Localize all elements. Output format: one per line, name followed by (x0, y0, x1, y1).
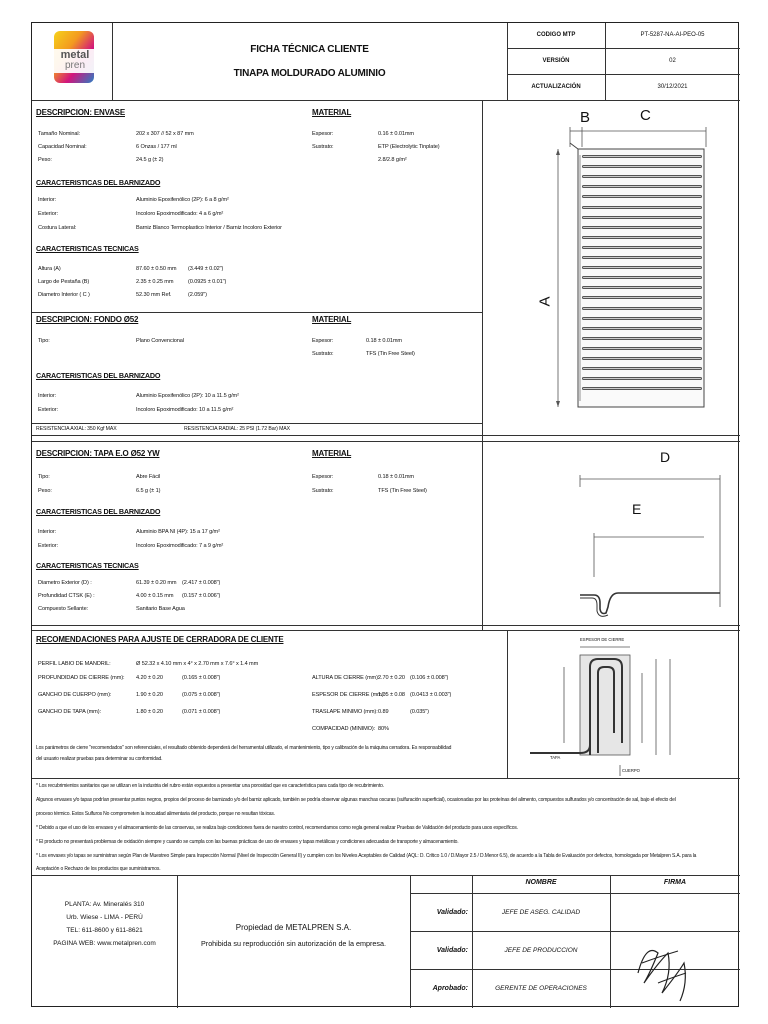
version-label: VERSIÓN (542, 58, 570, 64)
sign-row-label: Validado: (436, 909, 468, 916)
tapa-title: DESCRIPCION: TAPA E.O Ø52 YW (36, 449, 160, 458)
row-label: Espesor: (312, 338, 334, 344)
sign-row-label: Aprobado: (432, 985, 468, 992)
can-rib (582, 216, 702, 219)
envase-material-title: MATERIAL (312, 108, 352, 117)
row-value-inches: (3.449 ± 0.02") (188, 266, 224, 272)
can-rib (582, 155, 702, 158)
can-rib (582, 246, 702, 249)
note-line: * Los recubrimientos sanitarios que se utilizan en la industria del rubro están expuestos a presentar una porosidad que es característica para cada tipo de recubrimiento. (36, 783, 385, 789)
divider (32, 630, 740, 631)
row-label: GANCHO DE TAPA (mm): (38, 709, 101, 715)
row-value-inches: (0.071 ± 0.008") (182, 709, 221, 715)
row-label: Espesor: (312, 474, 334, 480)
divider (112, 23, 113, 100)
row-value: Incoloro Epoximodificado: 7 a 9 g/m² (136, 543, 224, 549)
row-value-inches: (0.0925 ± 0.01") (188, 279, 227, 285)
row-value: Aluminio Epoxifenólico (2P): 6 a 8 g/m² (136, 197, 229, 203)
row-value: TFS (Tin Free Steel) (378, 488, 427, 494)
row-value-inches: (2.059") (188, 292, 207, 298)
version-value: 02 (669, 58, 676, 64)
tapa-tecnicas-title: CARACTERISTICAS TECNICAS (36, 561, 139, 570)
logo-text-bottom: pren (64, 60, 85, 71)
diagram-tapa-label: TAPA (550, 755, 561, 760)
label-d: D (660, 449, 671, 465)
row-value: 0.18 ± 0.01mm (366, 338, 402, 344)
divider (410, 893, 740, 894)
row-label: Compuesto Sellante: (38, 606, 89, 612)
row-label: PROFUNDIDAD DE CIERRE (mm): (38, 675, 125, 681)
row-value: 61.39 ± 0.20 mm (136, 580, 177, 586)
actualizacion-value: 30/12/2021 (657, 84, 688, 90)
row-label: Sustrato: (312, 351, 334, 357)
divider (32, 778, 740, 779)
row-value-inches: (0.075 ± 0.008") (182, 692, 221, 698)
divider (32, 435, 740, 436)
document-title: FICHA TÉCNICA CLIENTE (250, 44, 369, 55)
row-value: TFS (Tin Free Steel) (366, 351, 415, 357)
label-a: A (536, 296, 554, 307)
row-label: Exterior: (38, 543, 58, 549)
divider (32, 625, 740, 626)
can-rib (582, 347, 702, 350)
row-value: Incoloro Epoximodificado: 4 a 6 g/m² (136, 211, 224, 217)
row-value-inches: (2.417 ± 0.008") (182, 580, 221, 586)
metalpren-logo (50, 31, 98, 87)
can-rib (582, 357, 702, 360)
divider (482, 100, 483, 630)
row-label: ESPESOR DE CIERRE (mm): (312, 692, 385, 698)
row-value-inches: (0.106 ± 0.008") (410, 675, 449, 681)
can-rib (582, 327, 702, 330)
row-value: ETP (Electrolytic Tinplate) (378, 144, 440, 150)
row-value: 0.18 ± 0.01mm (378, 474, 414, 480)
row-value: 6.5 g (± 1) (136, 488, 161, 494)
can-rib (582, 165, 702, 168)
address-line: Urb. Wiese - LIMA - PERÚ (66, 914, 143, 921)
row-value: Sanitario Base Agua (136, 606, 185, 612)
divider (32, 441, 740, 442)
note-line: * Debido a que el uso de los envases y el almacenamiento de las conservas, se realiza bajo condiciones fuera de nuestro control, recomendamos como regla general realizar Pruebas de Validación del producto para usos específicos. (36, 825, 518, 831)
can-rib (582, 276, 702, 279)
row-label: Interior: (38, 393, 57, 399)
row-value: 2.35 ± 0.25 mm (136, 279, 174, 285)
row-label: Diametro Exterior (D) : (38, 580, 92, 586)
row-value: 202 x 307 // 52 x 87 mm (136, 131, 194, 137)
row-value: 1.80 ± 0.20 (136, 709, 163, 715)
can-rib (582, 296, 702, 299)
row-value: 52.30 mm Ref. (136, 292, 172, 298)
handwritten-signature (628, 923, 698, 1005)
row-label: Diametro Interior ( C ) (38, 292, 90, 298)
row-label: TRASLAPE MINIMO (mm): (312, 709, 378, 715)
fondo-material-title: MATERIAL (312, 315, 352, 324)
row-label: Altura (A) (38, 266, 61, 272)
fondo-barnizado-title: CARACTERISTICAS DEL BARNIZADO (36, 371, 161, 380)
codigo-value: PT-5287-NA-AI-PEO-05 (640, 32, 705, 38)
codigo-label: CODIGO MTP (536, 32, 576, 38)
divider (507, 74, 740, 75)
row-value-inches: (0.0413 ± 0.003") (410, 692, 452, 698)
divider (410, 875, 411, 1008)
row-value-inches: (0.157 ± 0.006") (182, 593, 221, 599)
can-rib-pattern (582, 155, 702, 399)
row-value: Incoloro Epoximodificado: 10 a 11.5 g/m² (136, 407, 234, 413)
divider (32, 875, 740, 876)
row-value: 0.89 (378, 709, 389, 715)
row-label: Tamaño Nominal: (38, 131, 81, 137)
row-value: 1.05 ± 0.08 (378, 692, 405, 698)
can-rib (582, 206, 702, 209)
can-rib (582, 377, 702, 380)
row-value: Abre Fácil (136, 474, 161, 480)
row-value: 4.20 ± 0.20 (136, 675, 163, 681)
prohibida-text: Prohibida su reproducción sin autorización de la empresa. (201, 939, 386, 948)
row-label: Tipo: (38, 338, 50, 344)
tapa-material-title: MATERIAL (312, 449, 352, 458)
seam-cross-section-diagram (510, 633, 738, 776)
row-label: Interior: (38, 197, 57, 203)
row-value-inches: (0.165 ± 0.008") (182, 675, 221, 681)
row-label: GANCHO DE CUERPO (mm): (38, 692, 112, 698)
note-line: * El producto no presentará problemas de oxidación siempre y cuando se cumpla con las buenas prácticas de uso de envases y tapas metálicas y condiciones adecuadas de transporte y almacenamiento. (36, 839, 459, 845)
divider (507, 48, 740, 49)
propiedad-text: Propiedad de METALPREN S.A. (235, 923, 352, 932)
row-value: Aluminio BPA NI (4P): 15 a 17 g/m² (136, 529, 220, 535)
sign-row-name: GERENTE DE OPERACIONES (495, 985, 587, 992)
sign-row-label: Validado: (436, 947, 468, 954)
can-rib (582, 317, 702, 320)
row-label: Interior: (38, 529, 57, 535)
label-b: B (580, 109, 591, 126)
address-line: PAGINA WEB: www.metalpren.com (53, 940, 156, 947)
divider (32, 312, 482, 313)
row-value: 87.60 ± 0.50 mm (136, 266, 177, 272)
divider (507, 630, 508, 778)
document-subtitle: TINAPA MOLDURADO ALUMINIO (233, 68, 386, 79)
label-e: E (632, 501, 642, 517)
divider (32, 423, 482, 424)
row-label: Espesor: (312, 131, 334, 137)
col-nombre: NOMBRE (525, 879, 557, 886)
col-firma: FIRMA (663, 879, 687, 886)
row-label: Largo de Pestaña (B) (38, 279, 90, 285)
lid-profile-drawing (488, 447, 736, 623)
address-line: TEL: 611-8600 y 611-8621 (66, 927, 143, 934)
can-rib (582, 236, 702, 239)
row-value: 1.90 ± 0.20 (136, 692, 163, 698)
envase-tecnicas-title: CARACTERISTICAS TECNICAS (36, 244, 139, 253)
sign-row-name: JEFE DE ASEG. CALIDAD (501, 909, 581, 916)
cerradora-note: del usuario realizar pruebas para determinar su conformidad. (36, 756, 163, 762)
diagram-cuerpo-label: CUERPO (622, 768, 640, 773)
diagram-caption: ESPESOR DE CIERRE (580, 637, 625, 642)
row-label: ALTURA DE CIERRE (mm): (312, 675, 380, 681)
row-label: Sustrato: (312, 488, 334, 494)
note-line: * Los envases y/o tapas se suministran según Plan de Muestreo Simple para Inspección Normal (Nivel de Inspección General II) y cumplen con los Niveles Aceptables de Calidad (AQL: D. Crítico 1.0 / D.Mayor 2.5 / D.Menor 6.5), de acuerdo a la Tabla de Evaluación por defectos, homologada por Metalpren S.A. para la (36, 853, 697, 859)
note-line: Algunos envases y/o tapas podrían presentar puntos negros, propios del proceso de barnizado y/o del barniz aplicado, también se podría observar algunas manchas oscuras (sulfuración superficial), ocasionadas por las proteínas del alimento, compuestos sulfurados y/o concentración de sal, bajo el efecto del (36, 797, 676, 803)
sign-row-name: JEFE DE PRODUCCION (504, 947, 578, 954)
row-value: 0.16 ± 0.01mm (378, 131, 414, 137)
row-value: Barniz Blanco Termoplastico Interior / Barniz Incoloro Exterior (136, 225, 282, 231)
row-value-inches: (0.035") (410, 709, 429, 715)
can-rib (582, 195, 702, 198)
can-rib (582, 256, 702, 259)
perfil-label: PERFIL LABIO DE MANDRIL: (38, 661, 111, 667)
cerradora-title: RECOMENDACIONES PARA AJUSTE DE CERRADORA DE CLIENTE (36, 635, 284, 644)
logo-text-top: metal (60, 49, 90, 61)
can-rib (582, 266, 702, 269)
address-line: PLANTA: Av. Mineralés 310 (64, 901, 145, 908)
row-value: 4.00 ± 0.15 mm (136, 593, 174, 599)
can-rib (582, 185, 702, 188)
can-rib (582, 367, 702, 370)
can-rib (582, 387, 702, 390)
can-rib (582, 337, 702, 340)
envase-title: DESCRIPCION: ENVASE (36, 108, 125, 117)
can-body-drawing (488, 107, 736, 429)
row-label: COMPACIDAD (MINIMO): (312, 726, 376, 732)
can-rib (582, 286, 702, 289)
row-label: Peso: (38, 157, 52, 163)
divider (472, 875, 473, 1008)
row-value: 2.70 ± 0.20 (378, 675, 405, 681)
actualizacion-label: ACTUALIZACIÓN (531, 84, 581, 90)
fondo-title: DESCRIPCION: FONDO Ø52 (36, 315, 139, 324)
divider (32, 100, 740, 101)
note-line: Aceptación o Rechazo de los productos que suministramos. (36, 866, 161, 872)
divider (610, 875, 611, 1008)
row-label: Tipo: (38, 474, 50, 480)
can-rib (582, 175, 702, 178)
label-c: C (640, 107, 651, 124)
row-label: Sustrato: (312, 144, 334, 150)
row-value: 2.8/2.8 g/m² (378, 157, 407, 163)
row-value: 6 Onzas / 177 ml (136, 144, 177, 150)
resistencia-axial: RESISTENCIA AXIAL: 350 Kgf MAX (36, 426, 117, 432)
cerradora-note: Los parámetros de cierre "recomendados" son referenciales, el resultado obtenido dependerá del herramental utilizado, el mantenimiento, tipo y calibración de la máquina cerradora. Es responsabilidad (36, 745, 452, 751)
row-value: Plano Convencional (136, 338, 184, 344)
envase-barnizado-title: CARACTERISTICAS DEL BARNIZADO (36, 178, 161, 187)
row-label: Exterior: (38, 407, 58, 413)
row-label: Exterior: (38, 211, 58, 217)
tapa-barnizado-title: CARACTERISTICAS DEL BARNIZADO (36, 507, 161, 516)
row-value: 80% (378, 726, 389, 732)
row-label: Profundidad CTSK (E) : (38, 593, 95, 599)
can-rib (582, 307, 702, 310)
row-label: Costura Lateral: (38, 225, 77, 231)
row-label: Capacidad Nominal: (38, 144, 87, 150)
can-rib (582, 226, 702, 229)
technical-sheet (31, 22, 739, 1007)
row-label: Peso: (38, 488, 52, 494)
row-value: 24.5 g (± 2) (136, 157, 164, 163)
row-value: Aluminio Epoxifenólico (2P): 10 a 11.5 g/m² (136, 393, 239, 399)
resistencia-radial: RESISTENCIA RADIAL: 25 PSI (1.72 Bar) MAX (184, 426, 291, 432)
perfil-value: Ø 52.32 x 4.10 mm x 4° x 2.70 mm x 7.6° x 1.4 mm (136, 661, 259, 667)
note-line: proceso térmico. Estos Sulfuros No comprometen la inocuidad alimentaria del producto, porque no resultan tóxicas. (36, 811, 276, 817)
